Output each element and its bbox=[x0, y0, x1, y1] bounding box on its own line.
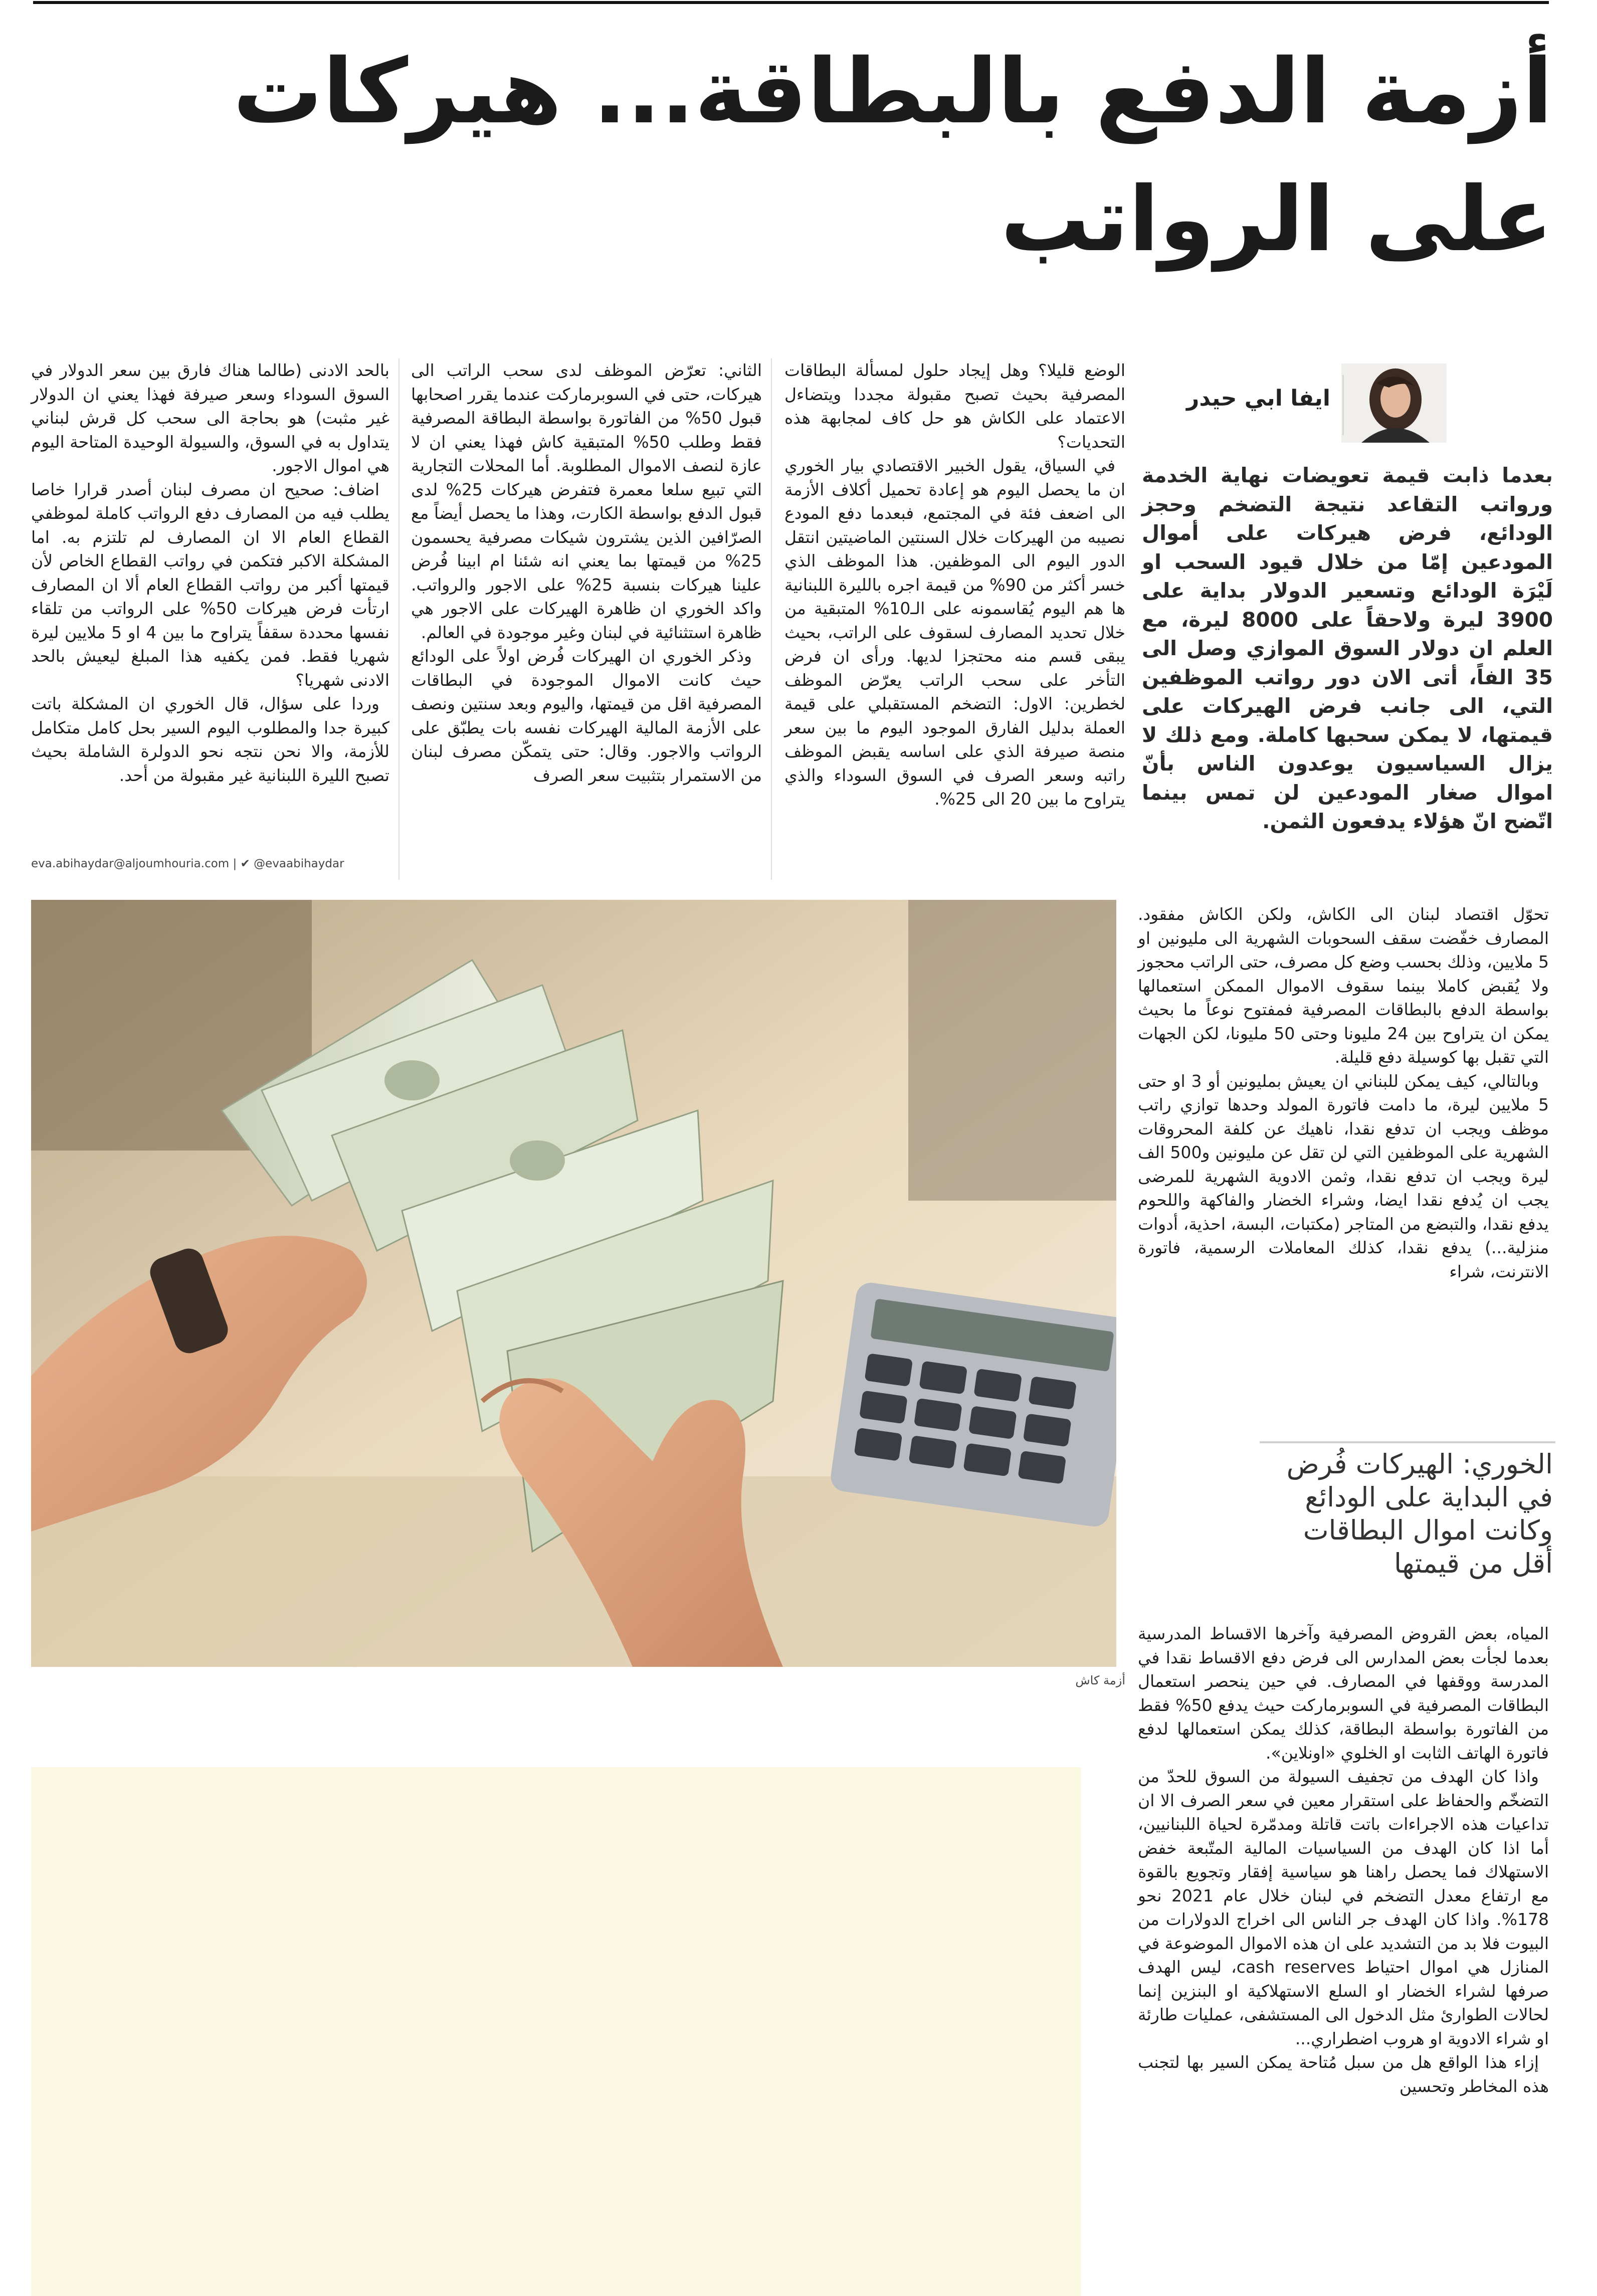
calculator bbox=[829, 1281, 1116, 1528]
paragraph: وبالتالي، كيف يمكن للبناني ان يعيش بمليونين أو 3 او حتى 5 ملايين ليرة، ما دامت فاتورة المولد وحدها توازي راتب موظف ويجب ان تدفع نقدا، ناهيك عن كلفة المحروقات الشهرية على الموظفين التي لن تقل عن مليونين و500 الف ليرة ويجب ان تدفع نقدا، وثمن الادوية الشهرية للمرضى يجب ان يُدفع نقدا ايضا، وشراء الخضار والفاكهة واللحوم يدفع نقدا، والتبضع من المتاجر (مكتبات، البسة، احذية، أدوات منزلية...) يدفع نقدا، كذلك المعاملات الرسمية، فاتورة الانترنت، شراء bbox=[1138, 1071, 1549, 1281]
headline bbox=[49, 28, 1553, 283]
article-column-right-top bbox=[1138, 902, 1549, 1283]
photo-caption: أزمة كاش bbox=[1075, 1673, 1125, 1687]
top-rule bbox=[33, 1, 1549, 4]
paragraph: الثاني: تعرّض الموظف لدى سحب الراتب الى هيركات، حتى في السوبرماركت عندما يقرر اصحابها قبول 50% من الفاتورة بواسطة البطاقة المصرفية فقط وطلب 50% المتبقية كاش فهذا يعني ان لا عازة لنصف الاموال المطلوبة. أما المحلات التجارية التي تبيع سلعا معمرة فتفرض هيركات 25% لدى قبول الدفع بواسطة الكارت، وهذا ما يحصل أيضاً مع الصرّافين الذين يشترون شيكات مصرفية يحسمون 25% من قيمتها بما يعني انه شئنا ام ابينا فُرض علينا هيركات بنسبة 25% على الاجور والرواتب. واكد الخوري ان ظاهرة الهيركات على الاجور هي ظاهرة استثنائية في لبنان وغير موجودة في العالم. bbox=[411, 360, 762, 642]
paragraph: إزاء هذا الواقع هل من سبل مُتاحة يمكن السير بها لتجنب هذه المخاطر وتحسين bbox=[1138, 2052, 1549, 2096]
paragraph: المياه، بعض القروض المصرفية وآخرها الاقساط المدرسية بعدما لجأت بعض المدارس الى فرض دفع الاقساط نقدا في المدرسة ووقفها في المصارف. في حين ينحصر استعمال البطاقات المصرفية في السوبرماركت حيث يدفع 50% فقط من الفاتورة بواسطة البطاقة، كذلك يمكن استعمالها لدفع فاتورة الهاتف الثابت او الخلوي «اونلاين». bbox=[1138, 1624, 1549, 1763]
paragraph: واذا كان الهدف من تجفيف السيولة من السوق للحدّ من التضخّم والحفاظ على استقرار معين في سعر الصرف الا ان تداعيات هذه الاجراءات باتت قاتلة ومدمّرة لحياة اللبنانيين، أما اذا كان الهدف من السياسيات المالية المتّبعة خفض الاستهلاك فما يحصل راهنا هو سياسية إفقار وتجويع بالقوة مع ارتفاع معدل التضخم في لبنان خلال عام 2021 نحو 178%. واذا كان الهدف جر الناس الى اخراج الدولارات من البيوت فلا بد من التشديد على ان هذه الاموال الموضوعة في المنازل هي اموال احتياط cash reserves، ليس الهدف صرفها لشراء الخضار او السلع الاستهلاكية او البنزين إنما لحالات الطوارئ مثل الدخول الى المستشفى، عمليات طارئة او شراء الادوية او هروب اضطراري... bbox=[1138, 1767, 1549, 2048]
column-divider bbox=[771, 358, 772, 880]
headline-line-2: على الرواتب bbox=[1001, 167, 1553, 271]
advertisement-space bbox=[31, 1767, 1081, 2296]
column-divider bbox=[398, 358, 400, 880]
paragraph: وردا على سؤال، قال الخوري ان المشكلة باتت كبيرة جدا والمطلوب اليوم السير بحل كامل متكامل للأزمة، والا نحن نتجه نحو الدولرة الشاملة بحيث تصبح الليرة اللبنانية غير مقبولة من أحد. bbox=[31, 694, 389, 785]
author-portrait-icon bbox=[1341, 363, 1447, 443]
money-counting-photo bbox=[31, 900, 1116, 1667]
article-column-2 bbox=[411, 358, 762, 787]
author-contacts: eva.abihaydar@aljoumhouria.com | ✔ @evaabihaydar bbox=[31, 857, 344, 870]
article-column-right-bottom bbox=[1138, 1622, 1549, 2098]
paragraph: اضاف: صحيح ان مصرف لبنان أصدر قرارا خاصا يطلب فيه من المصارف دفع الرواتب كاملة لموظفي القطاع العام الا ان المصارف لم تلتزم به. اما المشكلة الاكبر فتكمن في رواتب القطاع الخاص لأن قيمتها أكبر من رواتب القطاع العام ألا ان المصارف ارتأت فرض هيركات 50% على الرواتب من تلقاء نفسها محددة سقفاً يتراوح ما بين 4 او 5 ملايين ليرة شهريا فقط. فمن يكفيه هذا المبلغ ليعيش بالحد الادنى شهريا؟ bbox=[31, 479, 389, 690]
author-photo bbox=[1341, 363, 1447, 443]
article-column-1 bbox=[784, 358, 1125, 811]
author-separator bbox=[1342, 375, 1344, 435]
pull-quote: الخوري: الهيركات فُرض في البداية على الودائع وكانت اموال البطاقات أقل من قيمتها bbox=[1286, 1448, 1553, 1579]
article-column-3 bbox=[31, 358, 389, 787]
pull-quote-rule bbox=[1260, 1441, 1555, 1443]
lead-paragraph: بعدما ذابت قيمة تعويضات نهاية الخدمة ورواتب التقاعد نتيجة التضخم وحجز الودائع، فرض هيركات على أموال المودعين إمّا من خلال قيود السحب او لَيْرَة الودائع وتسعير الدولار بداية على 3900 ليرة ولاحقاً على 8000 ليرة، مع العلم ان دولار السوق الموازي وصل الى 35 الفاً، أتى الان دور رواتب الموظفين التي، الى جانب فرض الهيركات على قيمتها، لا يمكن سحبها كاملة. ومع ذلك لا يزال السياسيون يوعدون الناس بأنّ اموال صغار المودعين لن تمس بينما اتّضح انّ هؤلاء يدفعون الثمن. bbox=[1142, 463, 1553, 833]
paragraph: تحوّل اقتصاد لبنان الى الكاش، ولكن الكاش مفقود. المصارف خفّضت سقف السحوبات الشهرية الى مليونين او 5 ملايين، وذلك بحسب وضع كل مصرف، حتى الراتب محجوز ولا يُقبض كاملا بينما سقوف الاموال الممكن استعمالها بواسطة الدفع بالبطاقات المصرفية فمفتوح نوعاً ما بحيث يمكن ان يتراوح بين 24 مليونا وحتى 50 مليونا، لكن الجهات التي تقبل بها كوسيلة دفع قليلة. bbox=[1138, 904, 1549, 1067]
paragraph: في السياق، يقول الخبير الاقتصادي بيار الخوري ان ما يحصل اليوم هو إعادة تحميل أكلاف الأزمة الى اضعف فئة في المجتمع، فبعدما دفع المودع نصيبه من الهيركات خلال السنتين الماضيتين انتقل الدور اليوم الى الموظفين. هذا الموظف الذي خسر أكثر من 90% من قيمة اجره بالليرة اللبنانية ها هم اليوم يُقاسمونه على الـ10% المتبقية من خلال تحديد المصارف لسقوف على الراتب، بحيث يبقى قسم منه محتجزا لديها. ورأى ان فرض التأخر على سحب الراتب يعرّض الموظف لخطرين: الاول: التضخم المستقبلي على قيمة العملة بدليل الفارق الموجود اليوم ما بين سعر منصة صيرفة الذي على اساسه يقبض الموظف راتبه وسعر الصرف في السوق السوداء والذي يتراوح ما بين 20 الى 25%. bbox=[784, 456, 1125, 809]
paragraph: بالحد الادنى (طالما هناك فارق بين سعر الدولار في السوق السوداء وسعر صيرفة فهذا يعني ان الدولار غير مثبت) هو بحاجة الى سحب كل قرش لبناني يتداول به في السوق، والسيولة الوحيدة المتاحة اليوم هي اموال الاجور. bbox=[31, 360, 389, 475]
author-name: ايفا ابي حيدر bbox=[1186, 386, 1330, 411]
paragraph: الوضع قليلا؟ وهل إيجاد حلول لمسألة البطاقات المصرفية بحيث تصبح مقبولة مجددا ويتضاءل الاعتماد على الكاش هو حل كاف لمجابهة هذه التحديات؟ bbox=[784, 360, 1125, 452]
paragraph: وذكر الخوري ان الهيركات فُرض اولاً على الودائع حيث كانت الاموال الموجودة في البطاقات المصرفية اقل من قيمتها، واليوم وبعد سنتين ونصف على الأزمة المالية الهيركات نفسه بات يطبّق على الرواتب والاجور. وقال: حتى يتمكّن مصرف لبنان من الاستمرار بتثبيت سعر الصرف bbox=[411, 646, 762, 785]
headline-line-1: أزمة الدفع بالبطاقة... هيركات bbox=[233, 40, 1553, 143]
article-photo bbox=[31, 900, 1116, 1667]
